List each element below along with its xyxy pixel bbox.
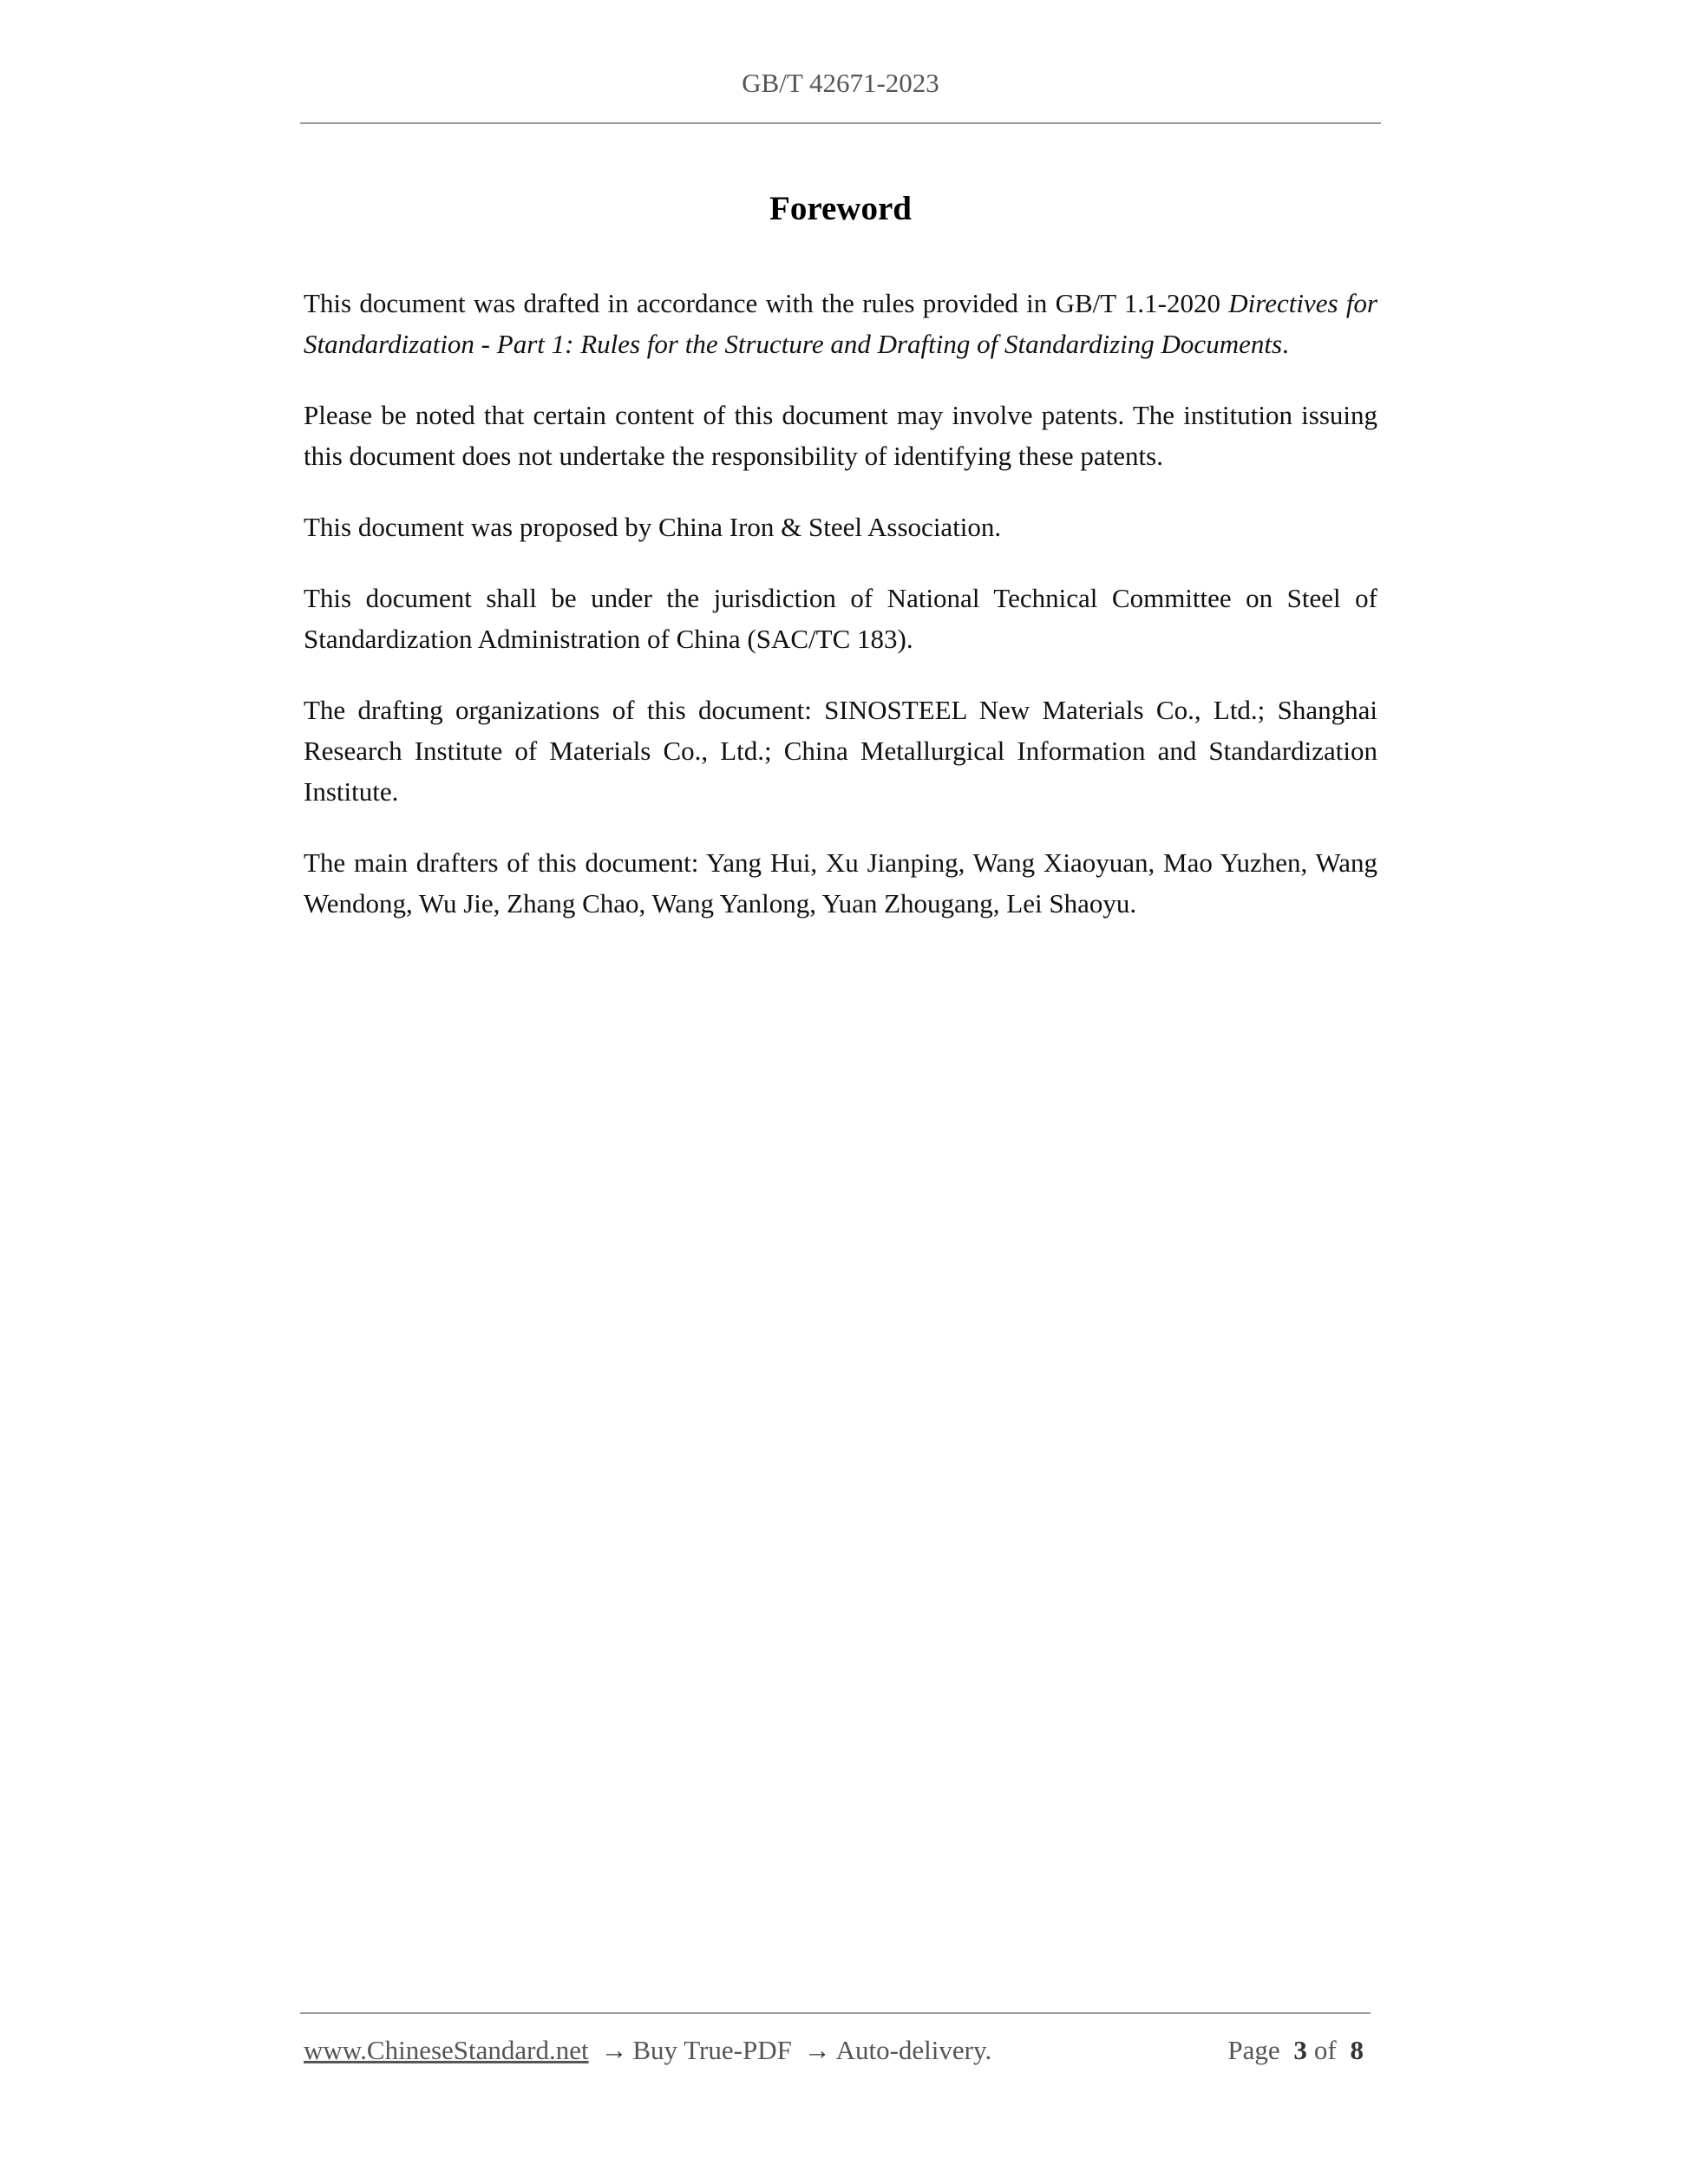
directives-title: Directives for Standardization - Part 1: Rules for the Structure and Drafting of Standardizing Documents [304,288,1378,359]
paragraph-drafting-rules-prefix: This document was drafted in accordance with the rules provided in GB/T 1.1-2020 [304,288,1229,318]
page-label: Page [1227,2035,1280,2065]
chinesestandard-link[interactable]: www.ChineseStandard.net [304,2035,589,2065]
paragraph-drafting-organizations: The drafting organizations of this document: SINOSTEEL New Materials Co., Ltd.; Shanghai Research Institute of Materials Co., Ltd.; China Metallurgical Information and Standardization Institute. [304,695,1377,807]
total-page-number: 8 [1350,2035,1364,2065]
paragraph-drafting-rules-suffix: . [1282,329,1289,359]
footer-divider [300,2012,1371,2014]
page-of-label: of [1313,2035,1337,2065]
paragraph-patents: Please be noted that certain content of this document may involve patents. The institution issuing this document does not undertake the responsibility of identifying these patents. [304,400,1377,471]
paragraph-proposed-by: This document was proposed by China Iron & Steel Association. [304,512,1002,542]
arrow-right-icon: → [600,2035,628,2065]
foreword-body [304,283,1377,954]
buy-true-pdf-text: Buy True-PDF [632,2035,792,2065]
paragraph-main-drafters: The main drafters of this document: Yang Hui, Xu Jianping, Wang Xiaoyuan, Mao Yuzhen, Wang Wendong, Wu Jie, Zhang Chao, Wang Yanlong, Yuan Zhougang, Lei Shaoyu. [304,847,1377,919]
auto-delivery-text: Auto-delivery. [835,2035,992,2065]
paragraph-jurisdiction: This document shall be under the jurisdiction of National Technical Committee on Steel of Standardization Administration of China (SAC/TC 183). [304,583,1377,654]
current-page-number: 3 [1293,2035,1307,2065]
arrow-right-icon: → [803,2035,831,2065]
paragraph-drafting-rules [304,283,1377,364]
page-title: Foreword [769,190,912,227]
header-divider [300,122,1381,124]
document-code-header: GB/T 42671-2023 [742,68,939,98]
page-number [1227,2035,1371,2066]
footer-promo [304,2035,991,2066]
page-footer [304,2035,1371,2070]
